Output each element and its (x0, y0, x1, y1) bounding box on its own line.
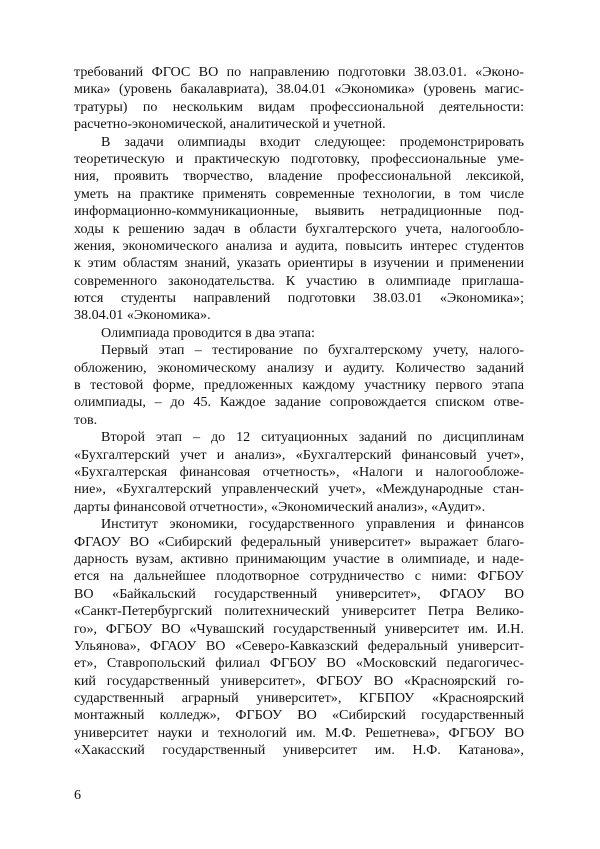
paragraph-second-stage (74, 429, 524, 516)
text-line: университет науки и технологий им. М.Ф. Решетнева», ФГБОУ ВО (74, 724, 524, 741)
text-line: ходы к решению задач в области бухгалтерского учета, налогообло- (74, 220, 524, 237)
text-line: в тестовой форме, предложенных каждому участнику первого этапа (74, 377, 524, 394)
text-line: ние», «Бухгалтерский управленческий учет», «Международные стан- (74, 481, 524, 498)
text-line: ет», Ставропольский филиал ФГБОУ ВО «Московский педагогичес- (74, 655, 524, 672)
text-line: ФГАОУ ВО «Сибирский федеральный университет» выражает благо- (74, 533, 524, 550)
text-line: обложению, экономическому анализу и аудиту. Количество заданий (74, 359, 524, 376)
text-line: жения, экономического анализа и аудита, повысить интерес студентов (74, 237, 524, 254)
text-line: кий государственный университет», ФГБОУ ВО «Красноярский го- (74, 672, 524, 689)
text-line: информационно-коммуникационные, выявить нетрадиционные под- (74, 203, 524, 220)
text-line: Институт экономики, государственного управления и финансов (101, 516, 524, 533)
paragraph-acknowledgements (74, 516, 524, 759)
text-line: мика» (уровень бакалавриата), 38.04.01 «Экономика» (уровень магис- (74, 81, 524, 98)
text-line: ния, проявить творчество, владение профессиональной лексикой, (74, 168, 524, 185)
text-line: «Бухгалтерская финансовая отчетность», «Налоги и налогообложе- (74, 463, 524, 480)
paragraph-requirements (74, 64, 524, 134)
text-line: современного законодательства. К участию в олимпиаде приглаша- (74, 272, 524, 289)
text-line: Ульянова», ФГАОУ ВО «Северо-Кавказский федеральный университ- (74, 637, 524, 654)
text-line: расчетно-экономической, аналитической и учетной. (74, 116, 386, 133)
paragraph-first-stage (74, 342, 524, 429)
text-line: ется на дальнейшее плодотворное сотрудничество с ними: ФГБОУ (74, 568, 524, 585)
text-line: тов. (74, 411, 98, 428)
text-line: сударственный аграрный университет», КГБПОУ «Красноярский (74, 690, 524, 707)
text-line: монтажный колледж», ФГБОУ ВО «Сибирский государственный (74, 707, 524, 724)
text-line: Второй этап – до 12 ситуационных заданий по дисциплинам (101, 429, 524, 446)
text-line: дарты финансовой отчетности», «Экономический анализ», «Аудит». (74, 498, 486, 515)
text-line: олимпиады, – до 45. Каждое задание сопровождается списком отве- (74, 394, 524, 411)
text-line: тратуры) по нескольким видам профессиональной деятельности: (74, 98, 524, 115)
text-line: дарность вузам, активно принимающим участие в олимпиаде, и наде- (74, 550, 524, 567)
document-body (74, 64, 524, 760)
text-line: 38.04.01 «Экономика». (74, 307, 211, 324)
text-line: теоретическую и практическую подготовку, профессиональные уме- (74, 150, 524, 167)
text-line: «Хакасский государственный университет им. Н.Ф. Катанова», (74, 742, 524, 759)
paragraph-stages-intro (74, 325, 524, 342)
text-line: «Санкт-Петербургский политехнический университет Петра Велико- (74, 603, 524, 620)
text-line: ются студенты направлений подготовки 38.03.01 «Экономика»; (74, 290, 524, 307)
text-line: к этим областям знаний, указать ориентиры в изучении и применении (74, 255, 524, 272)
paragraph-objectives (74, 134, 524, 325)
text-line: уметь на практике применять современные технологии, в том числе (74, 185, 524, 202)
text-line: Первый этап – тестирование по бухгалтерскому учету, налого- (101, 342, 524, 359)
text-line: В задачи олимпиады входит следующее: продемонстрировать (101, 133, 524, 150)
text-line: го», ФГБОУ ВО «Чувашский государственный университет им. И.Н. (74, 620, 524, 637)
text-line: «Бухгалтерский учет и анализ», «Бухгалтерский финансовый учет», (74, 446, 524, 463)
text-line: требований ФГОС ВО по направлению подготовки 38.03.01. «Эконо- (74, 64, 524, 80)
text-line: ВО «Байкальский государственный университет», ФГАОУ ВО (74, 585, 524, 602)
page-number: 6 (74, 787, 82, 803)
text-line: Олимпиада проводится в два этапа: (101, 324, 315, 341)
